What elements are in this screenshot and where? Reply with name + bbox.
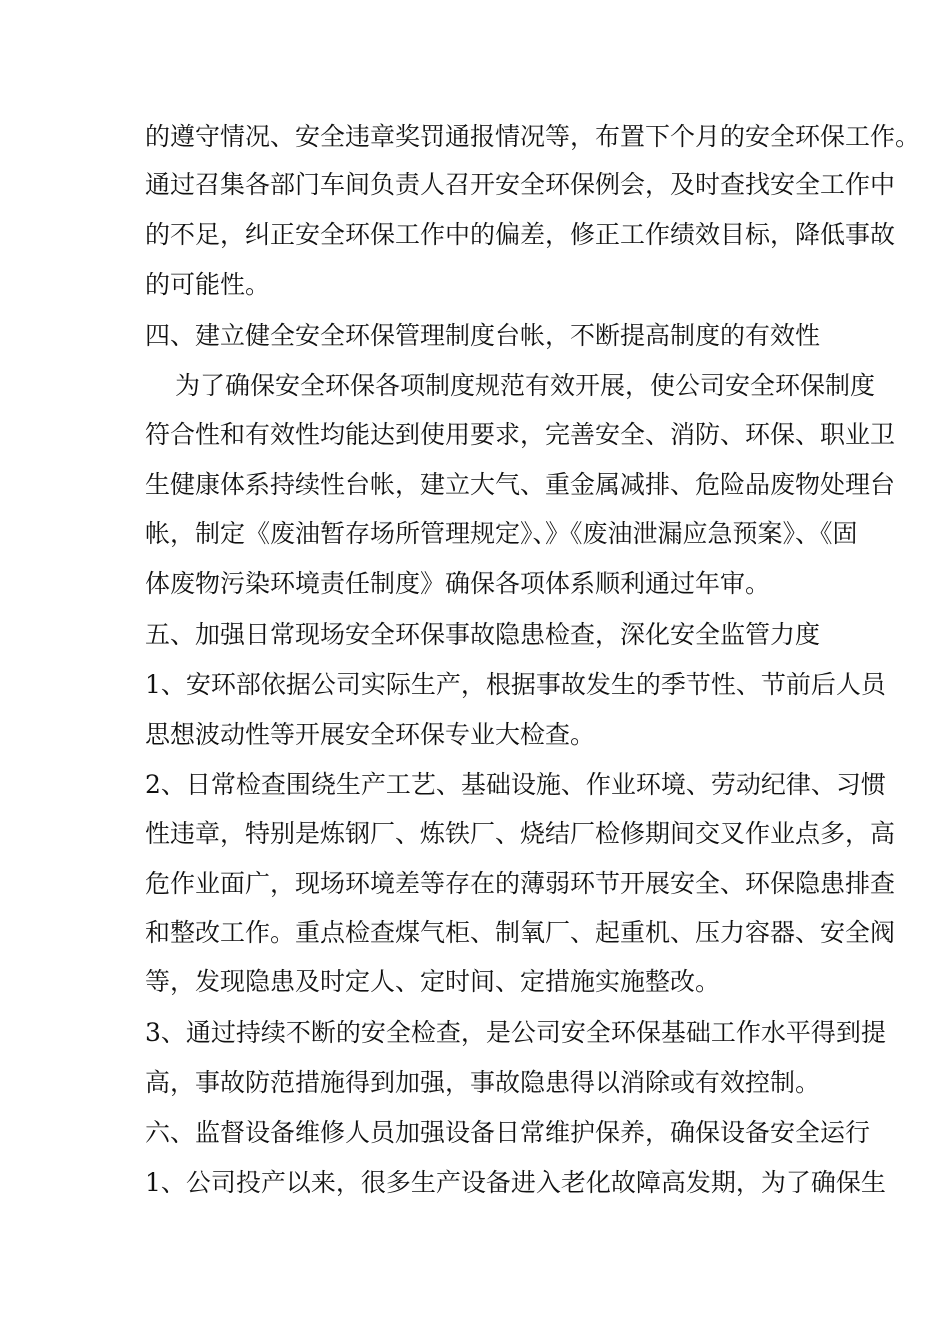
text-line: 和整改工作。重点检查煤气柜、制氧厂、起重机、压力容器、安全阀 bbox=[145, 918, 896, 947]
text-line: 等，发现隐患及时定人、定时间、定措施实施整改。 bbox=[145, 967, 721, 996]
section-heading: 六、监督设备维修人员加强设备日常维护保养，确保设备安全运行 bbox=[145, 1118, 871, 1147]
text-line: 性违章，特别是炼钢厂、炼铁厂、烧结厂检修期间交叉作业点多，高 bbox=[145, 819, 896, 848]
text-line: 1、安环部依据公司实际生产，根据事故发生的季节性、节前后人员 bbox=[145, 670, 886, 699]
text-line: 通过召集各部门车间负责人召开安全环保例会，及时查找安全工作中 bbox=[145, 170, 896, 199]
text-line: 帐，制定《废油暂存场所管理规定》、》《废油泄漏应急预案》、《固 bbox=[145, 519, 858, 548]
text-line: 的不足，纠正安全环保工作中的偏差，修正工作绩效目标，降低事故 bbox=[145, 220, 896, 249]
text-line: 符合性和有效性均能达到使用要求，完善安全、消防、环保、职业卫 bbox=[145, 420, 896, 449]
text-line: 生健康体系持续性台帐，建立大气、重金属减排、危险品废物处理台 bbox=[145, 470, 896, 499]
text-line: 的可能性。 bbox=[145, 270, 271, 299]
text-line: 2、日常检查围绕生产工艺、基础设施、作业环境、劳动纪律、习惯 bbox=[145, 770, 886, 799]
text-line: 为了确保安全环保各项制度规范有效开展，使公司安全环保制度 bbox=[175, 371, 876, 400]
text-line: 1、公司投产以来，很多生产设备进入老化故障高发期，为了确保生 bbox=[145, 1168, 886, 1197]
section-heading: 四、建立健全安全环保管理制度台帐，不断提高制度的有效性 bbox=[145, 321, 821, 350]
text-line: 思想波动性等开展安全环保专业大检查。 bbox=[145, 720, 596, 749]
text-line: 危作业面广，现场环境差等存在的薄弱环节开展安全、环保隐患排查 bbox=[145, 869, 896, 898]
section-heading: 五、加强日常现场安全环保事故隐患检查，深化安全监管力度 bbox=[145, 620, 821, 649]
text-line: 高，事故防范措施得到加强，事故隐患得以消除或有效控制。 bbox=[145, 1068, 821, 1097]
text-line: 3、通过持续不断的安全检查，是公司安全环保基础工作水平得到提 bbox=[145, 1018, 886, 1047]
text-line: 体废物污染环境责任制度》确保各项体系顺利通过年审。 bbox=[145, 569, 771, 598]
text-line: 的遵守情况、安全违章奖罚通报情况等，布置下个月的安全环保工作。 bbox=[145, 122, 921, 151]
